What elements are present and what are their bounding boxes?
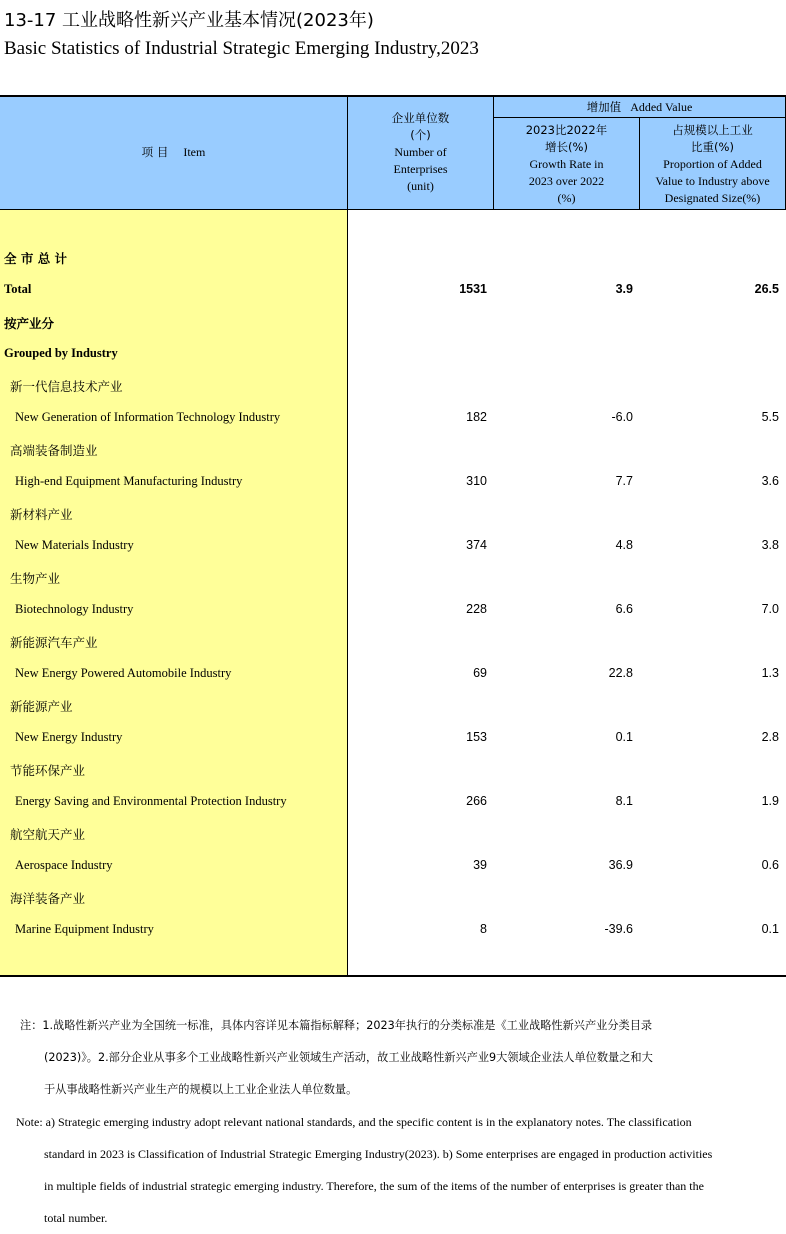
total-growth: 3.9 (615, 282, 633, 296)
note-en-line-3: in multiple fields of industrial strategic emerging industry. Therefore, the sum of the items of the number of enterprises is greater than the (44, 1179, 704, 1193)
industry-9-proportion: 0.1 (761, 922, 779, 936)
industry-9-en: Marine Equipment Industry (15, 922, 154, 936)
industry-6-en: New Energy Industry (15, 730, 123, 744)
growth-header-5: (%) (557, 191, 576, 205)
industry-9-growth: -39.6 (604, 922, 633, 936)
proportion-header-2: 比重(%) (691, 140, 734, 154)
industry-6-growth: 0.1 (615, 730, 633, 744)
industry-3-cn: 新材料产业 (10, 507, 73, 522)
industry-8-cn: 航空航天产业 (10, 827, 86, 842)
industry-7-en: Energy Saving and Environmental Protection Industry (15, 794, 287, 808)
proportion-header-4: Value to Industry above (655, 174, 770, 188)
note-en-line-4: total number. (44, 1211, 108, 1225)
industry-4-enterprises: 228 (466, 602, 487, 616)
industry-8-en: Aerospace Industry (15, 858, 113, 872)
added-value-header-cn: 增加值 (586, 100, 622, 114)
industry-7-growth: 8.1 (615, 794, 633, 808)
growth-header-2: 增长(%) (545, 140, 588, 154)
added-value-header (494, 99, 785, 116)
industry-7-cn: 节能环保产业 (10, 763, 86, 778)
total-label-en: Total (4, 282, 32, 296)
item-header-cn: 项 目 (141, 145, 169, 159)
table-top-rule (0, 95, 786, 97)
table-title-cn: 13-17 工业战略性新兴产业基本情况(2023年) (4, 10, 374, 31)
proportion-header-5: Designated Size(%) (664, 191, 761, 205)
industry-4-cn: 生物产业 (10, 571, 61, 586)
note-cn-line-3: 于从事战略性新兴产业生产的规模以上工业企业法人单位数量。 (44, 1083, 358, 1096)
proportion-column-header (640, 122, 785, 207)
enterprises-header-en-3: (unit) (407, 179, 434, 193)
enterprises-header-cn-2: (个) (410, 128, 431, 142)
industry-5-cn: 新能源汽车产业 (10, 635, 98, 650)
header-bottom-rule (0, 209, 786, 210)
industry-1-growth: -6.0 (611, 410, 633, 424)
industry-9-cn: 海洋装备产业 (10, 891, 86, 906)
total-enterprises: 1531 (459, 282, 487, 296)
column-divider-1 (347, 97, 348, 976)
total-label-cn: 全 市 总 计 (4, 251, 68, 266)
added-value-header-en: Added Value (630, 100, 693, 114)
enterprises-column-header (348, 110, 493, 195)
industry-1-proportion: 5.5 (761, 410, 779, 424)
industry-6-proportion: 2.8 (761, 730, 779, 744)
industry-3-enterprises: 374 (466, 538, 487, 552)
table-title-en: Basic Statistics of Industrial Strategic Emerging Industry,2023 (4, 38, 479, 59)
item-header-en: Item (183, 145, 206, 159)
growth-header-4: 2023 over 2022 (528, 174, 605, 188)
enterprises-header-cn-1: 企业单位数 (391, 111, 450, 125)
note-cn-line-1: 注：1.战略性新兴产业为全国统一标准，具体内容详见本篇指标解释；2023年执行的分类标准是《工业战略性新兴产业分类目录 (20, 1019, 653, 1032)
added-value-divider (494, 117, 786, 118)
item-column-header (0, 144, 347, 161)
group-label-cn: 按产业分 (4, 316, 55, 331)
industry-1-enterprises: 182 (466, 410, 487, 424)
industry-3-en: New Materials Industry (15, 538, 134, 552)
table-bottom-rule (0, 975, 786, 977)
note-en-line-2: standard in 2023 is Classification of Industrial Strategic Emerging Industry(2023). b) Some enterprises are engaged in production activities (44, 1147, 713, 1161)
industry-6-enterprises: 153 (466, 730, 487, 744)
industry-1-en: New Generation of Information Technology Industry (15, 410, 281, 424)
industry-5-proportion: 1.3 (761, 666, 779, 680)
industry-2-growth: 7.7 (615, 474, 633, 488)
industry-2-cn: 高端装备制造业 (10, 443, 98, 458)
enterprises-header-en-1: Number of (394, 145, 447, 159)
growth-header-3: Growth Rate in (529, 157, 604, 171)
proportion-header-3: Proportion of Added (663, 157, 762, 171)
industry-1-cn: 新一代信息技术产业 (10, 379, 123, 394)
industry-6-cn: 新能源产业 (10, 699, 73, 714)
industry-4-growth: 6.6 (615, 602, 633, 616)
growth-column-header (494, 122, 639, 207)
industry-7-enterprises: 266 (466, 794, 487, 808)
total-proportion: 26.5 (754, 282, 779, 296)
industry-8-growth: 36.9 (608, 858, 633, 872)
industry-2-en: High-end Equipment Manufacturing Industry (15, 474, 243, 488)
growth-header-1: 2023比2022年 (525, 123, 608, 137)
note-cn-line-2: (2023)》。2.部分企业从事多个工业战略性新兴产业领域生产活动，故工业战略性新兴产业9大领域企业法人单位数量之和大 (44, 1051, 653, 1064)
proportion-header-1: 占规模以上工业 (672, 123, 753, 137)
note-en-line-1: Note: a) Strategic emerging industry adopt relevant national standards, and the specific content is in the explanatory notes. The classification (16, 1115, 692, 1129)
industry-3-growth: 4.8 (615, 538, 633, 552)
industry-3-proportion: 3.8 (761, 538, 779, 552)
industry-5-growth: 22.8 (608, 666, 633, 680)
industry-7-proportion: 1.9 (761, 794, 779, 808)
enterprises-header-en-2: Enterprises (393, 162, 448, 176)
industry-5-enterprises: 69 (473, 666, 487, 680)
industry-2-proportion: 3.6 (761, 474, 779, 488)
industry-4-en: Biotechnology Industry (15, 602, 134, 616)
industry-8-enterprises: 39 (473, 858, 487, 872)
industry-4-proportion: 7.0 (761, 602, 779, 616)
industry-2-enterprises: 310 (466, 474, 487, 488)
industry-9-enterprises: 8 (480, 922, 487, 936)
group-label-en: Grouped by Industry (4, 346, 118, 360)
industry-8-proportion: 0.6 (761, 858, 779, 872)
industry-5-en: New Energy Powered Automobile Industry (15, 666, 232, 680)
